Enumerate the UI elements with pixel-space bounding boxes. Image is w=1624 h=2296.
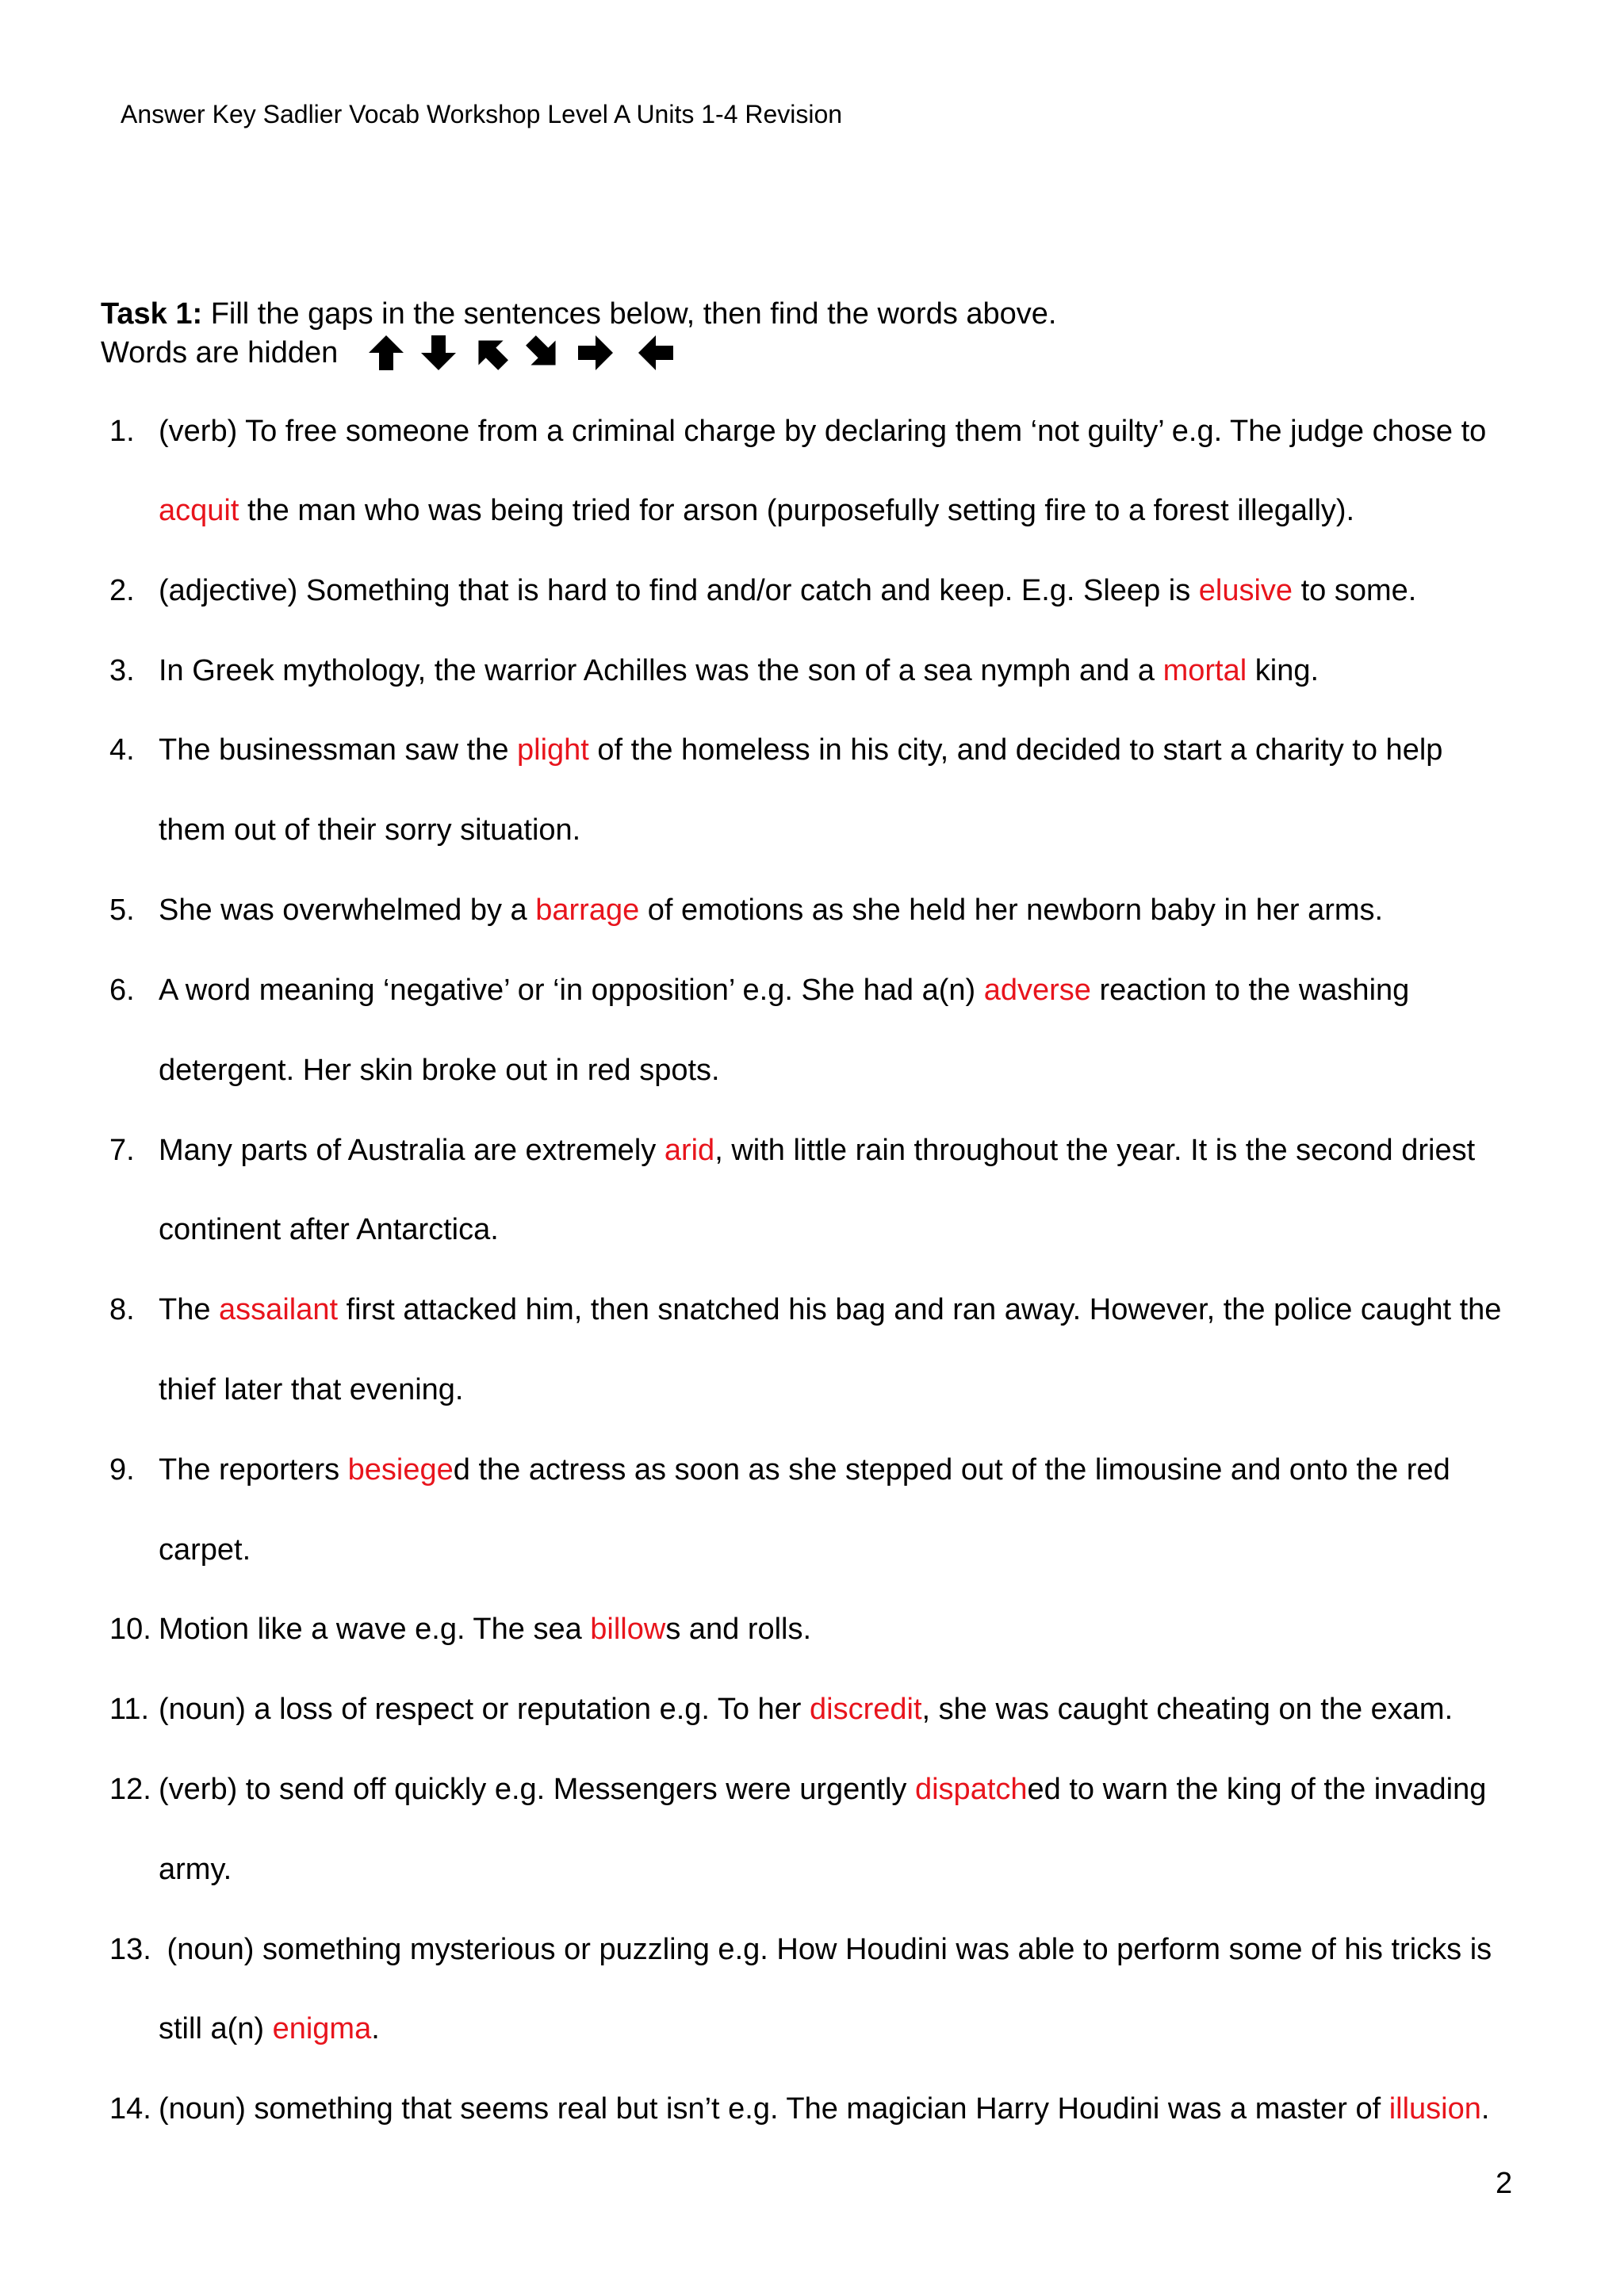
answer-word: illusion bbox=[1388, 2092, 1481, 2126]
item-text: The businessman saw the plight of the homeless in his city, and decided to start a charity to help bbox=[159, 733, 1443, 767]
task-instruction bbox=[101, 295, 1056, 333]
answer-word: adverse bbox=[983, 974, 1091, 1007]
left-arrow-icon bbox=[636, 333, 676, 373]
item-number: 13. bbox=[109, 1933, 151, 1966]
item-number: 8. bbox=[109, 1293, 135, 1326]
item-text: The reporters besieged the actress as soon as she stepped out of the limousine and onto the red bbox=[159, 1453, 1450, 1487]
item-text: A word meaning ‘negative’ or ‘in opposition’ e.g. She had a(n) adverse reaction to the washing bbox=[159, 974, 1410, 1007]
item-text: Many parts of Australia are extremely arid, with little rain throughout the year. It is the second driest bbox=[159, 1134, 1476, 1167]
direction-arrows bbox=[366, 333, 688, 373]
item-text: (noun) something mysterious or puzzling e.g. How Houdini was able to perform some of his tricks is bbox=[159, 1933, 1492, 1966]
right-arrow-icon bbox=[576, 333, 615, 373]
item-number: 5. bbox=[109, 894, 135, 927]
item-text: She was overwhelmed by a barrage of emotions as she held her newborn baby in her arms. bbox=[159, 894, 1384, 927]
item-text: (verb) to send off quickly e.g. Messengers were urgently dispatched to warn the king of the invading bbox=[159, 1773, 1487, 1806]
down-right-arrow-icon bbox=[523, 333, 563, 373]
item-continuation: them out of their sorry situation. bbox=[159, 813, 581, 847]
hidden-directions-line bbox=[101, 333, 688, 373]
answer-word: billow bbox=[590, 1613, 666, 1646]
answer-word: acquit bbox=[159, 494, 239, 527]
answer-word: assailant bbox=[219, 1293, 339, 1326]
item-number: 9. bbox=[109, 1453, 135, 1487]
item-continuation: continent after Antarctica. bbox=[159, 1213, 499, 1246]
item-number: 10. bbox=[109, 1613, 151, 1646]
task-instruction-text: Fill the gaps in the sentences below, then find the words above. bbox=[202, 297, 1057, 331]
item-number: 6. bbox=[109, 974, 135, 1007]
answer-word: elusive bbox=[1198, 574, 1293, 607]
document-header: Answer Key Sadlier Vocab Workshop Level A Units 1-4 Revision bbox=[121, 100, 843, 128]
item-text: (noun) a loss of respect or reputation e.g. To her discredit, she was caught cheating on the exam. bbox=[159, 1693, 1454, 1726]
item-continuation: detergent. Her skin broke out in red spots. bbox=[159, 1054, 720, 1087]
item-continuation: thief later that evening. bbox=[159, 1373, 464, 1406]
item-number: 14. bbox=[109, 2092, 151, 2126]
answer-word: dispatch bbox=[914, 1773, 1028, 1806]
item-text: (verb) To free someone from a criminal charge by declaring them ‘not guilty’ e.g. The judge chose to bbox=[159, 415, 1487, 448]
item-text: In Greek mythology, the warrior Achilles was the son of a sea nymph and a mortal king. bbox=[159, 654, 1320, 687]
item-number: 7. bbox=[109, 1134, 135, 1167]
item-continuation: acquit the man who was being tried for arson (purposefully setting fire to a forest illegally). bbox=[159, 494, 1355, 527]
item-text: Motion like a wave e.g. The sea billows and rolls. bbox=[159, 1613, 812, 1646]
item-number: 2. bbox=[109, 574, 135, 607]
item-text: (noun) something that seems real but isn’t e.g. The magician Harry Houdini was a master of illusion. bbox=[159, 2092, 1490, 2126]
up-left-arrow-icon bbox=[471, 333, 511, 373]
up-arrow-icon bbox=[366, 333, 406, 373]
item-number: 11. bbox=[109, 1693, 150, 1726]
answer-word: barrage bbox=[535, 894, 640, 927]
item-number: 12. bbox=[109, 1773, 151, 1806]
item-text: (adjective) Something that is hard to find and/or catch and keep. E.g. Sleep is elusive to some. bbox=[159, 574, 1417, 607]
answer-word: mortal bbox=[1162, 654, 1247, 687]
task-label: Task 1: bbox=[101, 297, 203, 331]
answer-word: besiege bbox=[347, 1453, 454, 1487]
item-number: 4. bbox=[109, 733, 135, 767]
answer-word: enigma bbox=[272, 2012, 372, 2045]
page-number: 2 bbox=[1496, 2167, 1513, 2200]
down-arrow-icon bbox=[419, 333, 458, 373]
answer-word: discredit bbox=[810, 1693, 922, 1726]
item-continuation: carpet. bbox=[159, 1533, 251, 1567]
item-number: 3. bbox=[109, 654, 135, 687]
answer-word: arid bbox=[664, 1134, 715, 1167]
item-text: The assailant first attacked him, then snatched his bag and ran away. However, the police caught the bbox=[159, 1293, 1502, 1326]
hidden-directions-text: Words are hidden bbox=[101, 336, 339, 369]
item-continuation: still a(n) enigma. bbox=[159, 2012, 380, 2045]
item-continuation: army. bbox=[159, 1853, 232, 1886]
item-number: 1. bbox=[109, 415, 135, 448]
answer-word: plight bbox=[517, 733, 589, 767]
